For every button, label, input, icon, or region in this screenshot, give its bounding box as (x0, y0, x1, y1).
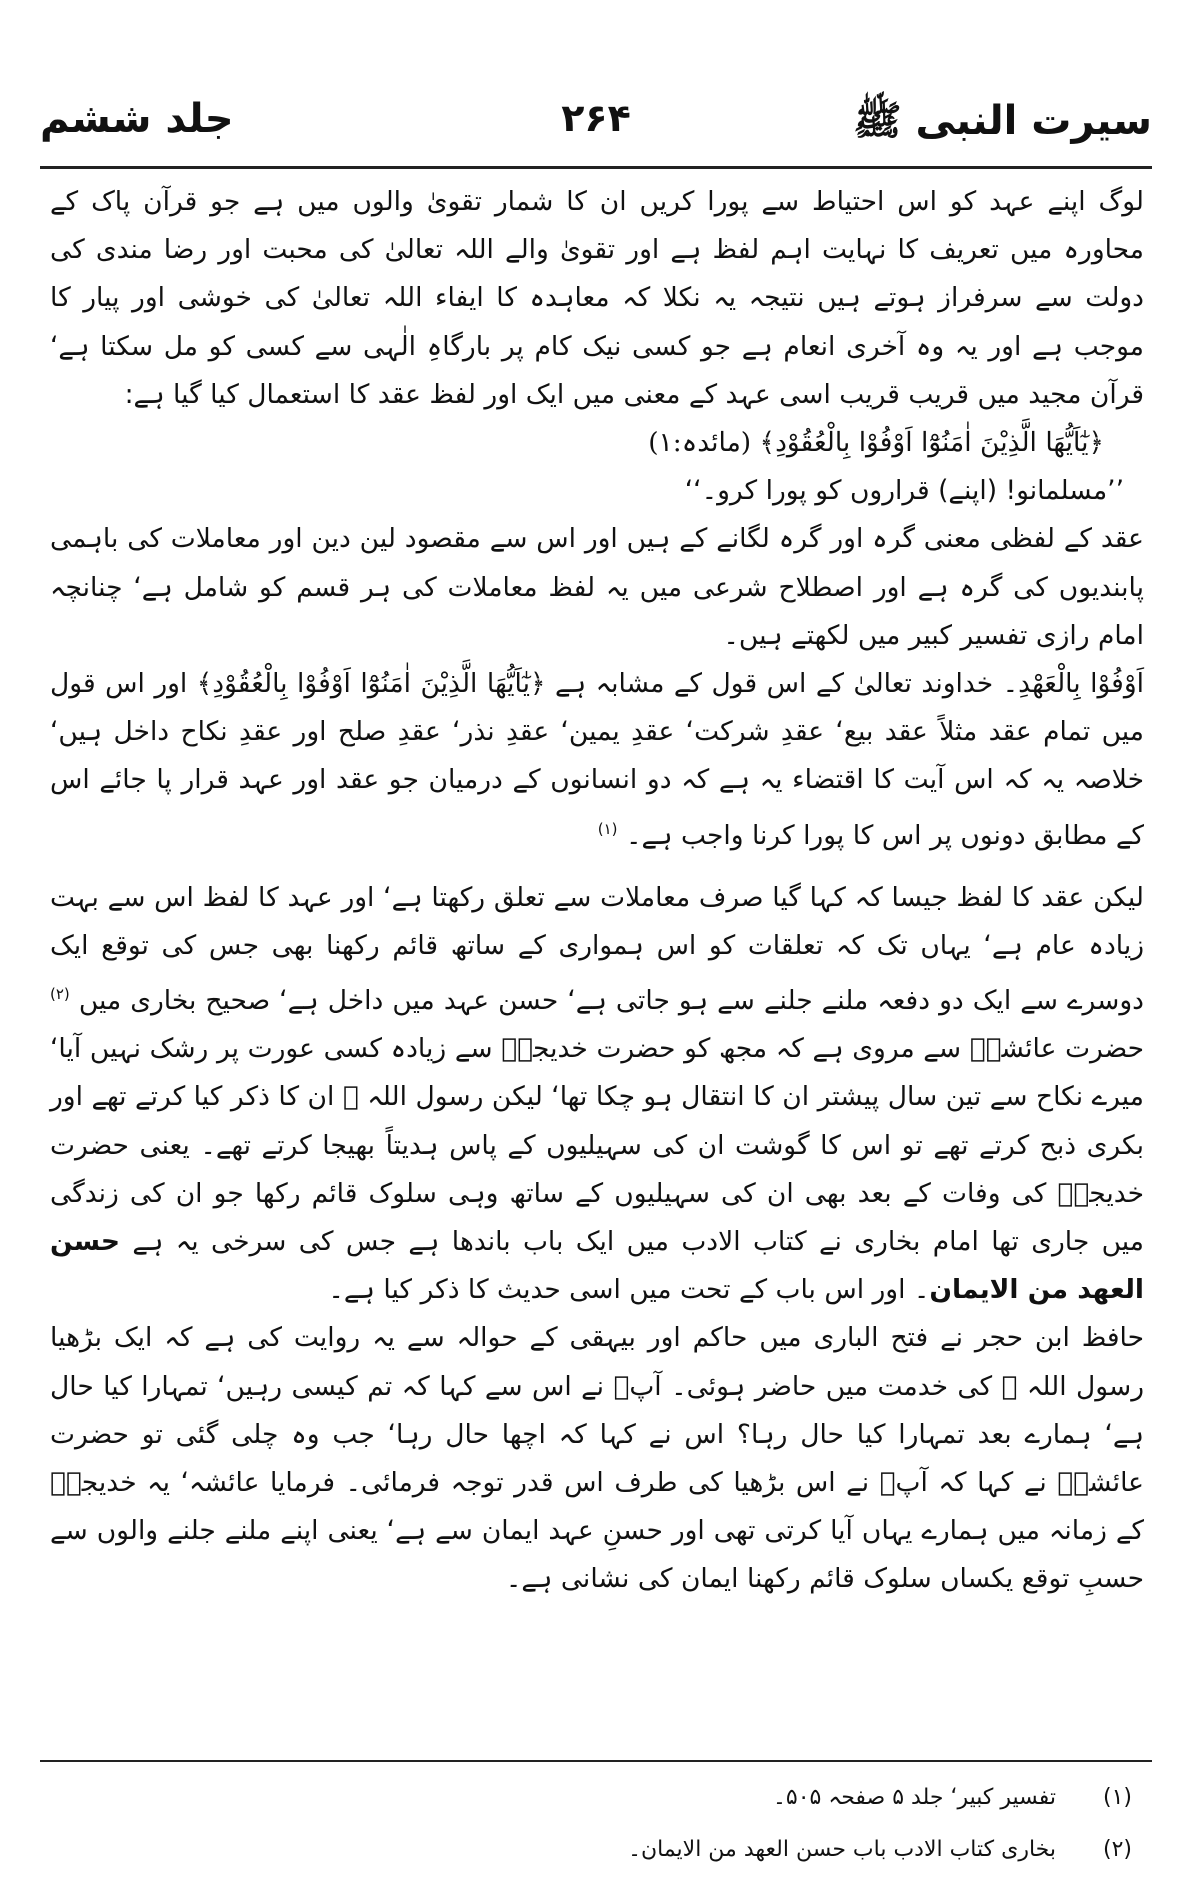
footnote-number: (۲) (1102, 1837, 1132, 1862)
page-number: ۲۶۴ (561, 96, 631, 140)
footnote-ref-2: (۲) (50, 985, 70, 1004)
footnote-ref-1: (۱) (597, 819, 618, 838)
footnote-2 (60, 1824, 1132, 1876)
paragraph-2: عقد کے لفظی معنی گرہ اور گرہ لگانے کے ہیں اور اس سے مقصود لین دین اور معاملات کی باہمی پابندیوں کی گرہ ہے اور اصطلاح شرعی میں یہ لفظ معاملات کی ہر قسم کو شامل ہے‘ چنانچہ امام رازی تفسیر کبیر میں لکھتے ہیں۔ (50, 523, 1144, 651)
verse-translation: ’’مسلمانو! (اپنے) قراروں کو پورا کرو۔‘‘ (684, 475, 1124, 507)
footnote-divider (40, 1760, 1152, 1762)
header-divider (40, 166, 1152, 169)
chapter-heading: حسن العهد من الايمان (50, 1225, 1144, 1306)
paragraph-4 (50, 874, 1144, 1315)
paragraph-5: حافظ ابن حجر نے فتح الباری میں حاکم اور بیہقی کے حوالہ سے یہ روایت کی ہے کہ ایک بڑھیا رسول اللہ ﷺ کی خدمت میں حاضر ہوئی۔ آپؐ نے اس سے کہا کہ تم کیسی رہیں‘ تمہارا کیا حال ہے‘ ہمارے بعد تمہارا کیا حال رہا؟ اس نے کہا کہ اچھا حال رہا‘ جب وہ چلی گئی تو حضرت عائشہؓ نے کہا کہ آپؐ نے اس بڑھیا کی طرف اس قدر توجہ فرمائی۔ فرمایا عائشہ‘ یہ خدیجہؓ کے زمانہ میں ہمارے یہاں آیا کرتی تھی اور حسنِ عہد ایمان سے ہے‘ یعنی اپنے ملنے جلنے والوں سے حسبِ توقع یکساں سلوک قائم رکھنا ایمان کی نشانی ہے۔ (50, 1322, 1144, 1595)
paragraph-4-text-a: لیکن عقد کا لفظ جیسا کہ کہا گیا صرف معاملات سے تعلق رکھتا ہے‘ اور عہد کا لفظ اس سے بہت زیادہ عام ہے‘ یہاں تک کہ تعلقات کو اس ہمواری کے ساتھ قائم رکھنا بھی جس کی توقع ایک دوسرے سے ایک دو دفعہ ملنے جلنے سے ہو جاتی ہے‘ حسن عہد میں داخل ہے‘ صحیح بخاری میں (50, 881, 1144, 1016)
paragraph-4-text-c: ۔ اور اس باب کے تحت میں اسی حدیث کا ذکر کیا ہے۔ (328, 1274, 930, 1306)
footnote-1 (60, 1772, 1132, 1824)
footnote-text: بخاری کتاب الادب باب حسن العهد من الايمان۔ (628, 1837, 1056, 1862)
paragraph-4-text-b: حضرت عائشہؓ سے مروی ہے کہ مجھ کو حضرت خدیجہؓ سے زیادہ کسی عورت پر رشک نہیں آیا‘ میرے نکاح سے تین سال پیشتر ان کا انتقال ہو چکا تھا‘ لیکن رسول اللہ ﷺ ان کا ذکر کیا کرتے تھے اور بکری ذبح کرتے تھے تو اس کا گوشت ان کی سہیلیوں کے پاس ہدیتاً بھیجا کرتے تھے۔ یعنی حضرت خدیجہؓ کی وفات کے بعد بھی ان کی سہیلیوں کے ساتھ وہی سلوک قائم رکھا جو ان کی زندگی میں جاری تھا امام بخاری نے کتاب الادب میں ایک باب باندھا ہے جس کی سرخی یہ ہے (50, 1033, 1144, 1257)
paragraph-1: لوگ اپنے عہد کو اس احتیاط سے پورا کریں ان کا شمار تقویٰ والوں میں ہے جو قرآن پاک کے محاورہ میں تعریف کا نہایت اہم لفظ ہے اور تقویٰ والے اللہ تعالیٰ کی محبت اور رضا مندی کی دولت سے سرفراز ہوتے ہیں نتیجہ یہ نکلا کہ معاہدہ کا ایفاء اللہ تعالیٰ کی خوشی اور پیار کا موجب ہے اور یہ وہ آخری انعام ہے جو کسی نیک کام پر بارگاہِ الٰہی سے کسی کو مل سکتا ہے‘ قرآن مجید میں قریب قریب اسی عہد کے معنی میں ایک اور لفظ عقد کا استعمال کیا گیا ہے: (50, 186, 1144, 410)
footnote-text: تفسیر کبیر‘ جلد ۵ صفحہ ۵۰۵۔ (772, 1785, 1056, 1810)
paragraph-3 (50, 660, 1144, 860)
paragraph-3-text: اَوْفُوْا بِالْعَهْدِ۔ خداوند تعالیٰ کے اس قول کے مشابہ ہے ﴿يٰٓاَيُّهَا الَّذِيْنَ اٰمَنُوْٓا اَوْفُوْا بِالْعُقُوْدِ﴾ اور اس قول میں تمام عقد مثلاً عقد بیع‘ عقدِ شرکت‘ عقدِ یمین‘ عقدِ نذر‘ عقدِ صلح اور عقدِ نکاح داخل ہیں‘ خلاصہ یہ کہ اس آیت کا اقتضاء یہ ہے کہ دو انسانوں کے درمیان جو عقد اور عہد قرار پا جائے اس کے مطابق دونوں پر اس کا پورا کرنا واجب ہے۔ (50, 668, 1144, 851)
quran-verse: ﴿يٰٓاَيُّهَا الَّذِيْنَ اٰمَنُوْٓا اَوْفُوْا بِالْعُقُوْدِ﴾ (مائدہ:۱) (648, 427, 1104, 459)
book-title: سیرت النبی ﷺ (853, 98, 1152, 144)
volume-label: جلد ششم (40, 96, 234, 142)
main-text (50, 178, 1144, 1604)
page-header (40, 88, 1152, 158)
footnote-number: (۱) (1102, 1785, 1132, 1810)
footnotes (60, 1772, 1132, 1876)
